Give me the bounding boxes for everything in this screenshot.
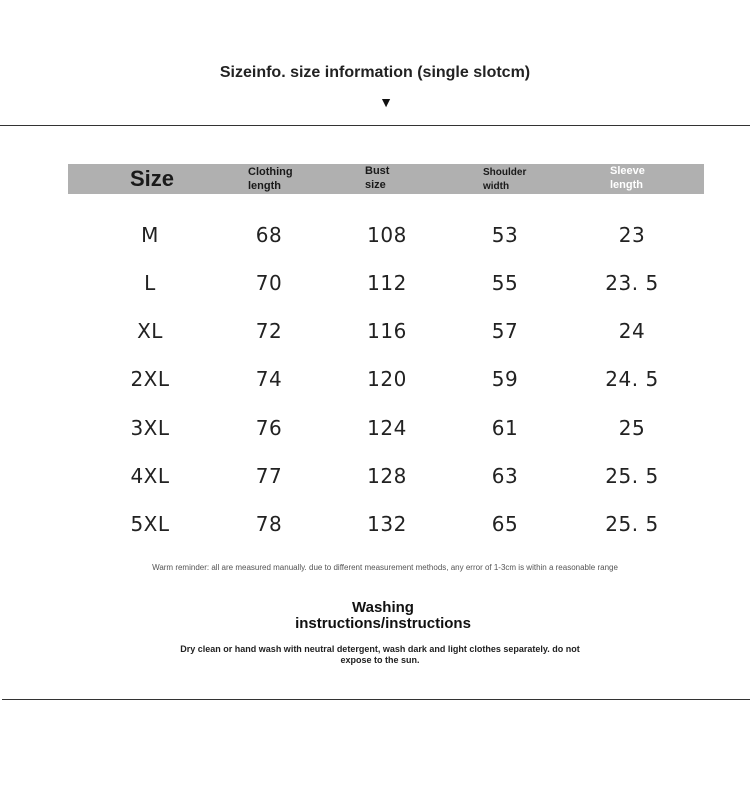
table-cell: 74 <box>255 367 283 391</box>
header-label-line: Sleeve <box>610 165 645 177</box>
table-cell: 5XL <box>130 512 170 536</box>
header-label-line: Clothing <box>248 166 293 178</box>
table-cell: 59 <box>491 367 519 391</box>
top-divider <box>0 125 750 126</box>
table-cell: 4XL <box>130 464 170 488</box>
washing-instructions: Dry clean or hand wash with neutral detergent, wash dark and light clothes separately. do not expose to the sun. <box>180 644 580 665</box>
table-cell: 23 <box>618 223 646 247</box>
table-cell: 3XL <box>130 416 170 440</box>
table-row <box>0 316 750 346</box>
header-shoulder-width <box>483 166 526 196</box>
table-row <box>0 220 750 250</box>
bottom-divider <box>2 699 750 700</box>
table-cell: 128 <box>367 464 407 488</box>
table-cell: 2XL <box>130 367 170 391</box>
table-cell: 72 <box>255 319 283 343</box>
header-label-line: size <box>365 179 386 191</box>
table-cell: 24. 5 <box>605 367 659 391</box>
table-cell: L <box>144 271 156 295</box>
table-cell: 77 <box>255 464 283 488</box>
header-size-label: Size <box>130 166 175 191</box>
table-cell: 25. 5 <box>605 464 659 488</box>
washing-title <box>0 600 750 632</box>
header-size <box>130 164 174 194</box>
table-cell: 55 <box>491 271 519 295</box>
table-cell: M <box>141 223 159 247</box>
table-cell: XL <box>137 319 163 343</box>
table-cell: 108 <box>367 223 407 247</box>
table-cell: 116 <box>367 319 407 343</box>
table-row <box>0 268 750 298</box>
table-cell: 24 <box>618 319 646 343</box>
table-cell: 25. 5 <box>605 512 659 536</box>
warm-reminder: Warm reminder: all are measured manually. due to different measurement methods, any error of 1-3cm is within a reasonable range <box>152 563 618 572</box>
table-cell: 132 <box>367 512 407 536</box>
size-table-header <box>68 164 704 194</box>
table-cell: 63 <box>491 464 519 488</box>
header-clothing-length <box>248 165 293 195</box>
table-cell: 57 <box>491 319 519 343</box>
header-label-line: width <box>483 181 510 192</box>
header-label-line: length <box>248 180 281 192</box>
table-cell: 25 <box>618 416 646 440</box>
table-cell: 124 <box>367 416 407 440</box>
table-cell: 53 <box>491 223 519 247</box>
table-cell: 78 <box>255 512 283 536</box>
header-label-line: Shoulder <box>483 167 527 178</box>
table-row <box>0 509 750 539</box>
header-label-line: Bust <box>365 165 390 177</box>
table-cell: 23. 5 <box>605 271 659 295</box>
table-cell: 65 <box>491 512 519 536</box>
washing-title-line: instructions/instructions <box>295 615 471 632</box>
table-row <box>0 364 750 394</box>
page-title: Sizeinfo. size information (single slotcm) <box>219 64 531 81</box>
table-cell: 112 <box>367 271 407 295</box>
down-arrow-icon: ▼ <box>379 94 393 110</box>
table-cell: 61 <box>491 416 519 440</box>
header-bust-size <box>365 164 389 194</box>
table-row <box>0 461 750 491</box>
table-row <box>0 413 750 443</box>
table-cell: 76 <box>255 416 283 440</box>
header-label-line: length <box>610 179 643 191</box>
washing-title-line: Washing <box>352 599 414 616</box>
table-cell: 68 <box>255 223 283 247</box>
table-cell: 120 <box>367 367 407 391</box>
header-sleeve-length <box>610 164 645 194</box>
table-cell: 70 <box>255 271 283 295</box>
